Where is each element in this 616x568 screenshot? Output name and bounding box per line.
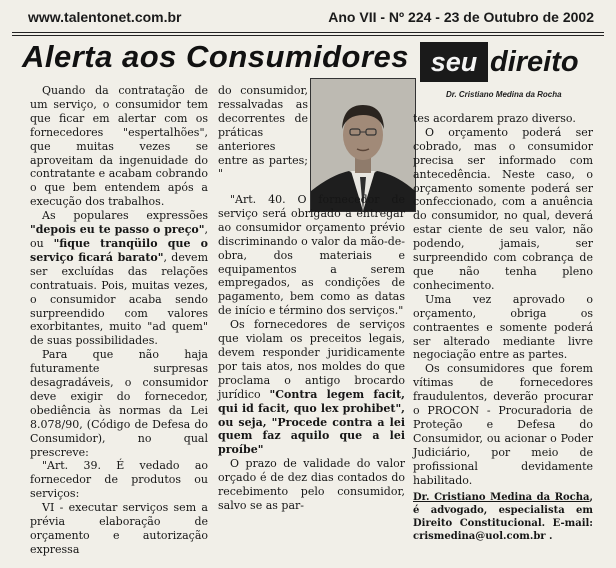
article-column-3 [413,112,593,543]
paragraph: As populares expressões "depois eu te passo o preço", ou "fique tranqüilo que o serviço ficará barato", devem ser excluídas das relações contratuais. Pois, muitas vezes, o consumidor acaba sendo surpreendido com valores exorbitantes, muito "ad quem" de suas possibilidades. [30,209,209,348]
paragraph: Para que não haja futuramente surpresas desagradáveis, o consumidor deve exigir do fornecedor, obediência às normas da Lei 8.078/90, (Código de Defesa do Consumidor), no qual prescreve: [30,348,208,459]
byline: Dr. Cristiano Medina da Rocha [446,90,562,99]
article-column-1 [30,84,208,557]
article-column-2 [218,193,405,513]
logo-seu: seu [420,42,488,82]
author-credentials: , é advogado, especialista em Direito Constitucional. E-mail: crismedina@uol.com.br . [413,492,593,543]
paragraph: O orçamento poderá ser cobrado, mas o consumidor precisa ser informado com antecedência. Neste caso, o orçamento somente poderá ser confeccionado, com a anuência do consumidor, no qual, deverá estar ciente de seu valor, não podendo, jamais, ser surpreendido com cobrança de que não tenha pleno conhecimento. [413,125,593,292]
paragraph: Uma vez aprovado o orçamento, obriga os contraentes e somente poderá ser alterado mediante livre negociação entre as partes. [413,292,593,362]
issue-info: Ano VII - Nº 224 - 23 de Outubro de 2002 [328,9,594,25]
paragraph: tes acordarem prazo diverso. [413,112,576,125]
header-rule-bottom [12,35,604,36]
paragraph: O prazo de validade do valor orçado é de dez dias contados do recebimento pelo consumidor, salvo se as par- [218,457,405,512]
article-column-2-top [218,84,308,181]
paragraph: Os fornecedores de serviços que violam os preceitos legais, devem responder juridicamente por tais atos, nos moldes do que proclama o antigo brocardo jurídico "Contra legem facit, qui id facit, quo lex prohibet", ou seja, "Procede contra a lei quem faz aquilo que a lei proíbe" [218,318,405,457]
paragraph: Os consumidores que forem vítimas de fornecedores fraudulentos, deverão procurar o PROCON - Procuradoria de Proteção e Defesa do Consumidor, ou acionar o Poder Judiciário, por meio de profissional devidamente habilitado. [413,362,593,487]
author-portrait-icon [311,79,415,211]
paragraph: VI - executar serviços sem a prévia elaboração de orçamento e autorização expressa [30,501,208,556]
header-rule-top [12,32,604,33]
author-photo [310,78,416,212]
paragraph: Quando da contratação de um serviço, o consumidor tem que ficar em alertar com os fornecedores "espertalhões", que muitas vezes se aproveitam da ingenuidade do contratante e acabam cobrando o que bem entendem após a execução dos trabalhos. [30,84,208,209]
paragraph: "Art. 40. O fornecedor de serviço será obrigado a entregar ao consumidor orçamento prévio discriminando o valor da mão-de-obra, dos materiais e equipamentos a serem empregados, as condições de pagamento, bem como as datas de início e término dos serviços." [218,193,405,318]
paragraph: do consumidor, ressalvadas as decorrentes de práticas anteriores entre as partes; " [218,84,308,181]
site-url: www.talentonet.com.br [28,9,182,25]
author-name: Dr. Cristiano Medina da Rocha [413,492,590,504]
paragraph: "Art. 39. É vedado ao fornecedor de produtos ou serviços: [30,459,208,501]
page-header [0,0,616,36]
logo-direito: direito [490,46,579,78]
section-logo [420,42,592,88]
article-title: Alerta aos Consumidores [22,39,410,74]
author-signature [413,491,593,543]
